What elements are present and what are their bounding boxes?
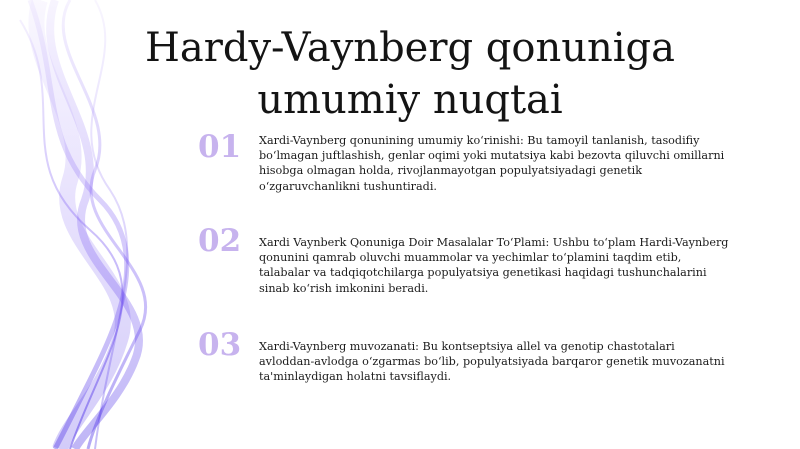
- item-number: 01: [198, 129, 242, 165]
- item-text: Xardi Vaynberk Qonuniga Doir Masalalar To‘Plami: Ushbu to‘plam Hardi-Vaynberg qonunini qamrab oluvchi muammolar va yechimlar to‘plamini taqdim etib, talabalar va tadqiqotchilarga populyatsiya genetikasi haqidagi tushunchalarini sinab ko‘rish imkonini beradi.: [259, 236, 729, 295]
- item-text: Xardi-Vaynberg muvozanati: Bu kontseptsiya allel va genotip chastotalari avloddan-avlodga o‘zgarmas bo‘lib, populyatsiyada barqaror genetik muvozanatni ta'minlaydigan holatni tavsiflaydi.: [259, 340, 725, 384]
- slide-title: Hardy-Vaynberg qonuniga umumiy nuqtai: [144, 25, 676, 123]
- item-number: 03: [198, 327, 242, 363]
- item-number: 02: [198, 223, 242, 259]
- item-text: Xardi-Vaynberg qonunining umumiy ko‘rinishi: Bu tamoyil tanlanish, tasodifiy bo‘lmagan juftlashish, genlar oqimi yoki mutatsiya kabi bezovta qiluvchi omillarni hisobga olmagan holda, rivojlanmayotgan populyatsiyadagi genetik o‘zgaruvchanlikni tushuntiradi.: [259, 134, 725, 193]
